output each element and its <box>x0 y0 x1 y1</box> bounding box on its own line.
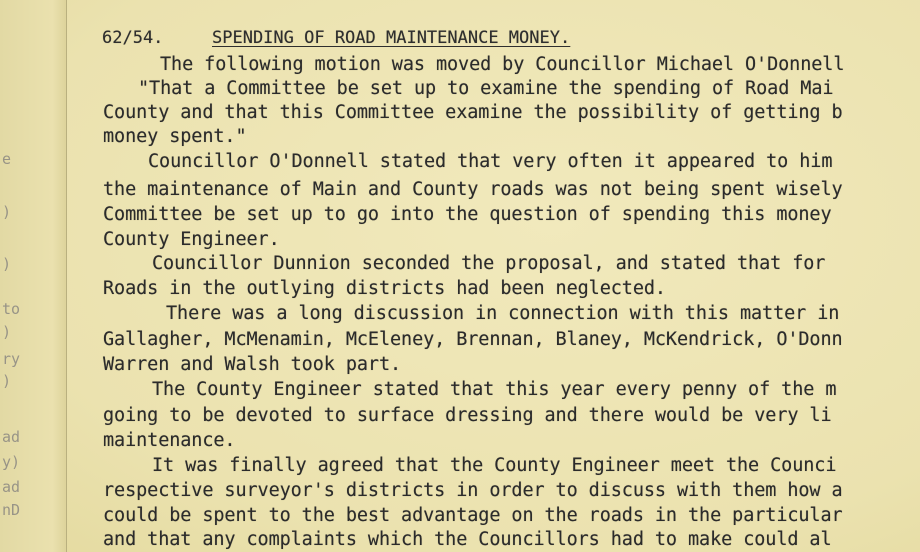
body-line: going to be devoted to surface dressing and there would be very li <box>103 405 832 426</box>
body-line: could be spent to the best advantage on the roads in the particular <box>103 505 843 526</box>
margin-fragment: ad <box>2 428 21 446</box>
body-line: Warren and Walsh took part. <box>103 354 402 375</box>
margin-fragment: ) <box>2 203 12 221</box>
body-line: money spent." <box>103 126 247 147</box>
margin-fragment: ry <box>2 350 21 368</box>
body-line: respective surveyor's districts in order to discuss with them how a <box>103 480 843 501</box>
body-line: County Engineer. <box>103 229 280 250</box>
body-line: Committee be set up to go into the question of spending this money <box>103 204 832 225</box>
margin-fragment: ) <box>2 323 12 341</box>
margin-fragment: to <box>2 300 21 318</box>
body-line: There was a long discussion in connection with this matter in <box>166 303 840 324</box>
body-line: Councillor Dunnion seconded the proposal, and stated that for <box>152 253 826 274</box>
section-heading: SPENDING OF ROAD MAINTENANCE MONEY. <box>212 28 571 48</box>
margin-fragment: y) <box>2 453 21 471</box>
body-line: Gallagher, McMenamin, McEleney, Brennan, Blaney, McKendrick, O'Donn <box>103 329 843 350</box>
page-binding-margin <box>0 0 67 552</box>
margin-fragment: e <box>2 150 12 168</box>
body-line: The following motion was moved by Councillor Michael O'Donnell <box>160 54 845 75</box>
body-line: County and that this Committee examine the possibility of getting b <box>103 102 843 123</box>
body-line: The County Engineer stated that this year every penny of the m <box>152 379 837 400</box>
body-line: "That a Committee be set up to examine the spending of Road Mai <box>138 78 834 99</box>
body-line: and that any complaints which the Councillors had to make could al <box>103 529 832 550</box>
body-line: It was finally agreed that the County Engineer meet the Counci <box>152 455 837 476</box>
margin-fragment: ) <box>2 255 12 273</box>
margin-fragment: ) <box>2 372 12 390</box>
body-line: Councillor O'Donnell stated that very often it appeared to him <box>148 151 833 172</box>
body-line: maintenance. <box>103 430 236 451</box>
margin-fragment: ad <box>2 478 21 496</box>
body-line: Roads in the outlying districts had been neglected. <box>103 278 666 299</box>
margin-fragment: nD <box>2 501 21 519</box>
minute-reference: 62/54. <box>102 28 164 48</box>
body-line: the maintenance of Main and County roads was not being spent wisely <box>103 179 843 200</box>
